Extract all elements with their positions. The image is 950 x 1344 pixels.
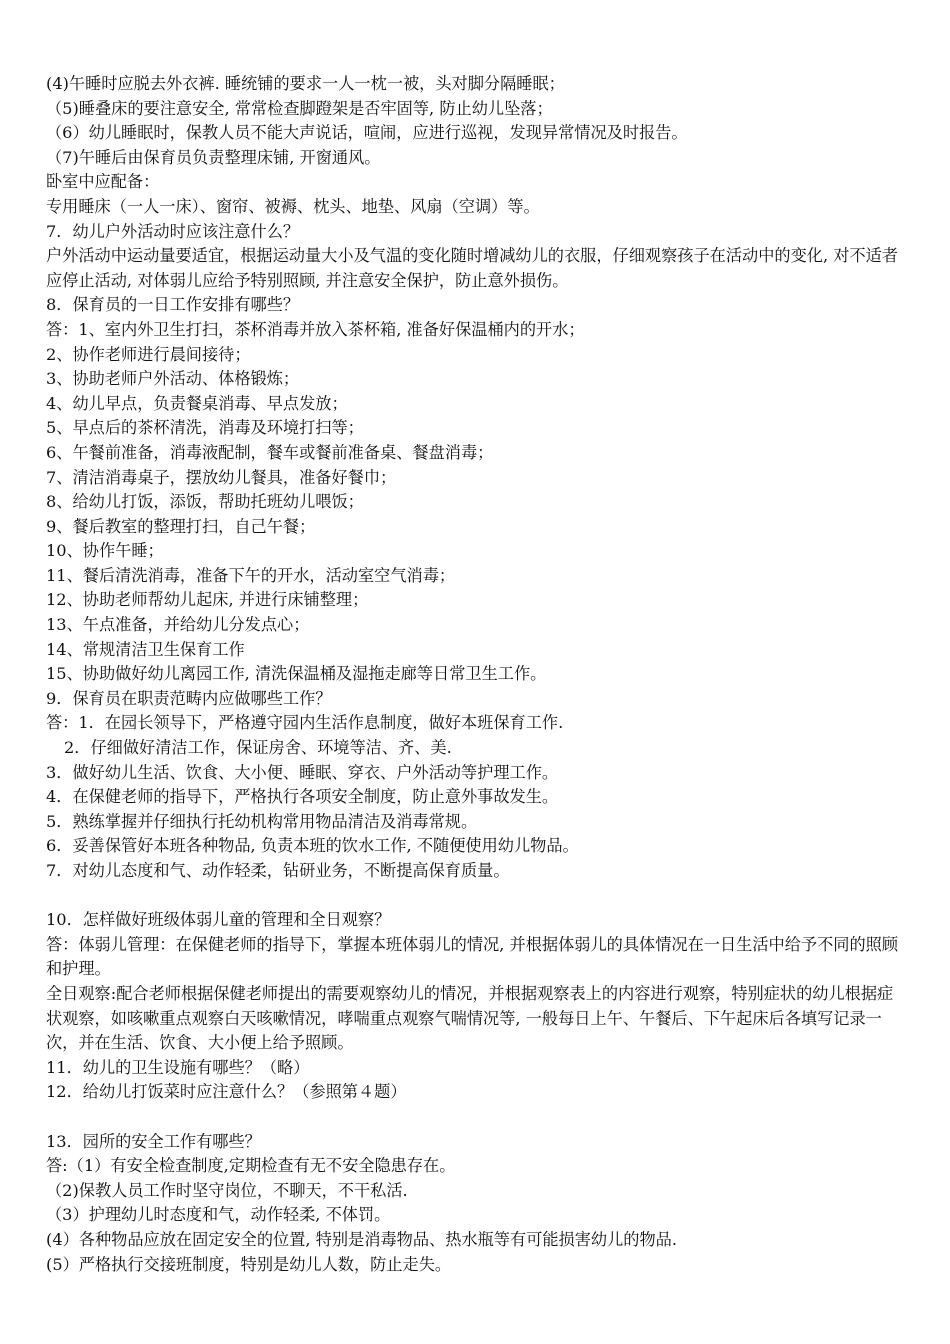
list-item: 9、餐后教室的整理打扫，自己午餐； [46, 516, 316, 536]
text-line: 专用睡床（一人一床）、窗帘、被褥、枕头、地垫、风扇（空调）等。 [46, 196, 540, 216]
list-item: 14、常规清洁卫生保育工作 [46, 639, 245, 659]
list-item: 7、清洁消毒桌子，摆放幼儿餐具，准备好餐巾； [46, 467, 397, 487]
list-item: 3、协助老师户外活动、体格锻炼； [46, 369, 300, 389]
blank-line [46, 884, 906, 909]
text-line: (4)午睡时应脱去外衣裤. 睡统铺的要求一人一枕一被，头对脚分隔睡眠； [46, 74, 565, 93]
list-item: 5、早点后的茶杯清洗，消毒及环境打扫等； [46, 418, 364, 438]
list-item: 12、协助老师帮幼儿起床, 并进行床铺整理； [46, 590, 369, 610]
list-item: 11、餐后清洗消毒，准备下午的开水，活动室空气消毒； [46, 565, 456, 585]
list-item: 7．对幼儿态度和气、动作轻柔，钻研业务，不断提高保育质量。 [46, 861, 510, 880]
question-heading: 12．给幼儿打饭菜时应注意什么？（参照第４题） [46, 1082, 407, 1102]
text-line: 答：1、室内外卫生打扫，茶杯消毒并放入茶杯箱, 准备好保温桶内的开水； [46, 319, 585, 339]
list-item: (4）各种物品应放在固定安全的位置, 特别是消毒物品、热水瓶等有可能损害幼儿的物品. [46, 1229, 677, 1249]
text-line: 答：1．在园长领导下，严格遵守园内生活作息制度，做好本班保育工作. [46, 713, 564, 733]
question-heading: 10．怎样做好班级体弱儿童的管理和全日观察？ [46, 910, 391, 930]
question-heading: 8．保育员的一日工作安排有哪些？ [46, 295, 300, 315]
list-item: 3．做好幼儿生活、饮食、大小便、睡眠、穿衣、户外活动等护理工作。 [46, 762, 559, 782]
list-item: 4、幼儿早点，负责餐桌消毒、早点发放； [46, 393, 348, 413]
list-item: 13、午点准备，并给幼儿分发点心； [46, 615, 310, 635]
question-heading: 13．园所的安全工作有哪些？ [46, 1131, 261, 1151]
list-item: 10、协作午睡； [46, 541, 164, 561]
text-line: 卧室中应配备： [46, 172, 160, 192]
question-heading: 7．幼儿户外活动时应该注意什么？ [46, 221, 300, 241]
list-item: 6、午餐前准备，消毒液配制，餐车或餐前准备桌、餐盘消毒； [46, 442, 494, 462]
text-line: 答:（1）有安全检查制度,定期检查有无不安全隐患存在。 [46, 1156, 456, 1176]
list-item: 4．在保健老师的指导下，严格执行各项安全制度，防止意外事故发生。 [46, 787, 559, 807]
list-item: （3）护理幼儿时态度和气，动作轻柔, 不体罚。 [46, 1205, 391, 1225]
question-heading: 9．保育员在职责范畴内应做哪些工作？ [46, 688, 332, 708]
document-page [46, 72, 906, 1277]
list-item: 2、协作老师进行晨间接待； [46, 344, 251, 364]
question-heading: 11．幼儿的卫生设施有哪些？（略） [46, 1057, 310, 1077]
paragraph: 全日观察:配合老师根据保健老师提出的需要观察幼儿的情况，并根据观察表上的内容进行观察，特别症状的幼儿根据症状观察，如咳嗽重点观察白天咳嗽情况，哮喘重点观察气喘情况等, 一般每日上午、午餐后、下午起床后各填写记录一次，并在生活、饮食、大小便上给予照顾。 [46, 983, 894, 1053]
list-item: 5．熟练掌握并仔细执行托幼机构常用物品清洁及消毒常规。 [46, 811, 478, 831]
text-line: （6）幼儿睡眠时，保教人员不能大声说话，喧闹，应进行巡视，发现异常情况及时报告。 [46, 123, 688, 143]
list-item: 8、给幼儿打饭，添饭，帮助托班幼儿喂饭； [46, 492, 364, 512]
text-line: （5)睡叠床的要注意安全, 常常检查脚蹬架是否牢固等, 防止幼儿坠落； [46, 98, 553, 118]
paragraph: 户外活动中运动量要适宜，根据运动量大小及气温的变化随时增减幼儿的衣服，仔细观察孩子在活动中的变化, 对不适者应停止活动, 对体弱儿应给予特别照顾, 并注意安全保护，防止意外损伤。 [46, 246, 899, 290]
paragraph: 答：体弱儿管理：在保健老师的指导下，掌握本班体弱儿的情况, 并根据体弱儿的具体情况在一日生活中给予不同的照顾和护理。 [46, 934, 899, 979]
list-item: 2．仔细做好清洁工作，保证房舍、环境等洁、齐、美. [64, 738, 452, 758]
blank-line [46, 1105, 906, 1130]
list-item: （2)保教人员工作时坚守岗位，不聊天，不干私活. [46, 1180, 408, 1200]
text-line: （7)午睡后由保育员负责整理床铺, 开窗通风。 [46, 147, 381, 167]
list-item: 15、协助做好幼儿离园工作, 清洗保温桶及湿拖走廊等日常卫生工作。 [46, 664, 547, 684]
list-item: 6．妥善保管好本班各种物品, 负责本班的饮水工作, 不随便使用幼儿物品。 [46, 836, 579, 856]
list-item: (5）严格执行交接班制度，特别是幼儿人数，防止走失。 [46, 1254, 452, 1274]
